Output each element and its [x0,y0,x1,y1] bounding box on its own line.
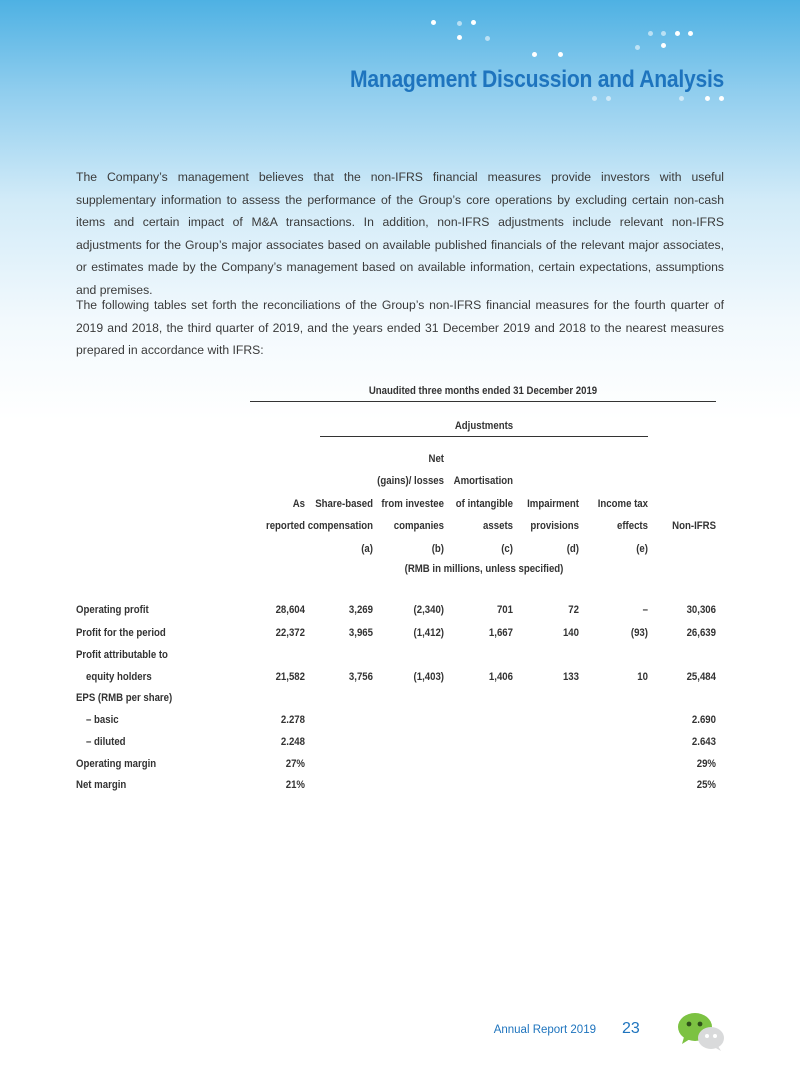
table-cell: 10 [637,671,648,683]
row-label: Operating margin [76,758,157,770]
table-cell: 28,604 [275,604,305,616]
column-header-impairment-provisions: provisions [530,520,579,532]
page-title: Management Discussion and Analysis [349,66,724,93]
row-label: Operating profit [76,604,149,616]
footer-report-label: Annual Report 2019 [493,1024,596,1036]
column-header-amortisation: Amortisation [453,475,513,487]
table-cell: – [642,604,648,616]
column-header-as-reported: As [292,497,305,510]
row-label: Profit attributable to [76,649,168,661]
table-cell: 26,639 [686,627,716,639]
unit-note: (RMB in millions, unless specified) [404,563,564,575]
column-note-share-based-compensation: (a) [361,542,373,555]
table-cell: 3,965 [348,627,373,639]
table-cell: 72 [568,604,579,616]
table-cell: 1,406 [488,671,513,683]
column-header-as-reported: reported [265,520,305,532]
table-cell: 2.248 [280,736,305,748]
table-cell: 22,372 [275,627,305,639]
row-label: – diluted [86,736,126,748]
table-cell: 701 [496,604,513,616]
table-cell: 30,306 [686,604,716,616]
adjustments-header-rule [320,436,648,437]
period-header: Unaudited three months ended 31 December 2019 [368,385,598,397]
column-note-income-tax-effects: (e) [636,542,648,555]
column-note-impairment-provisions: (d) [566,542,579,555]
table-cell: (93) [630,627,648,639]
table-cell: 140 [562,627,579,639]
table-cell: 3,269 [348,604,373,616]
column-header-share-based-compensation: Share-based [315,497,373,510]
row-label: Profit for the period [76,627,166,639]
table-cell: 3,756 [348,671,373,683]
column-header-impairment-provisions: Impairment [527,497,579,510]
row-label: – basic [86,714,119,726]
column-header-net-gains-losses: from investee [381,497,444,510]
intro-paragraph: The Company’s management believes that the non-IFRS financial measures provide investors with useful supplementary information to assess the performance of the Group’s core operations by excluding certain non-cash items and certain impact of M&A transactions. In addition, non-IFRS adjustments include relevant non-IFRS adjustments for the Group’s major associates based on available published financials of the relevant major associates, or estimates made by the Company’s management based on available information, certain expectations, assumptions and premises. [76,170,724,297]
row-label: equity holders [86,671,152,683]
table-cell: 133 [562,671,579,683]
table-cell: 27% [285,758,305,770]
column-header-amortisation: of intangible [455,497,513,510]
table-cell: (1,403) [413,671,444,683]
row-label: Net margin [76,779,127,791]
column-header-income-tax-effects: Income tax [597,497,648,510]
table-cell: 21,582 [275,671,305,683]
table-cell: 1,667 [488,627,513,639]
adjustments-header: Adjustments [454,420,514,432]
table-cell: 2.690 [691,714,716,726]
table-cell: 29% [696,758,716,770]
row-label: EPS (RMB per share) [76,692,173,704]
table-cell: (2,340) [413,604,444,616]
column-header-net-gains-losses: (gains)/ losses [377,475,444,487]
column-header-amortisation: assets [483,520,513,532]
wechat-logo-icon [676,1010,726,1052]
table-cell: (1,412) [413,627,444,639]
table-cell: 21% [285,779,305,791]
table-cell: 25% [696,779,716,791]
column-header-net-gains-losses: Net [428,452,444,465]
table-cell: 25,484 [686,671,716,683]
column-header-net-gains-losses: companies [393,520,444,532]
period-header-rule [250,401,716,402]
column-note-net-gains-losses: (b) [431,542,444,555]
table-cell: 2.643 [691,736,716,748]
table-cell: 2.278 [280,714,305,726]
page-number: 23 [622,1020,640,1037]
column-header-income-tax-effects: effects [616,520,648,532]
column-header-non-ifrs: Non-IFRS [672,520,716,532]
tables-intro-paragraph: The following tables set forth the reconciliations of the Group’s non-IFRS financial measures for the fourth quarter of 2019 and 2018, the third quarter of 2019, and the years ended 31 December 2019 and 2018 to the nearest measures prepared in accordance with IFRS: [76,298,724,357]
column-note-amortisation: (c) [501,542,513,555]
column-header-share-based-compensation: compensation [307,520,373,532]
